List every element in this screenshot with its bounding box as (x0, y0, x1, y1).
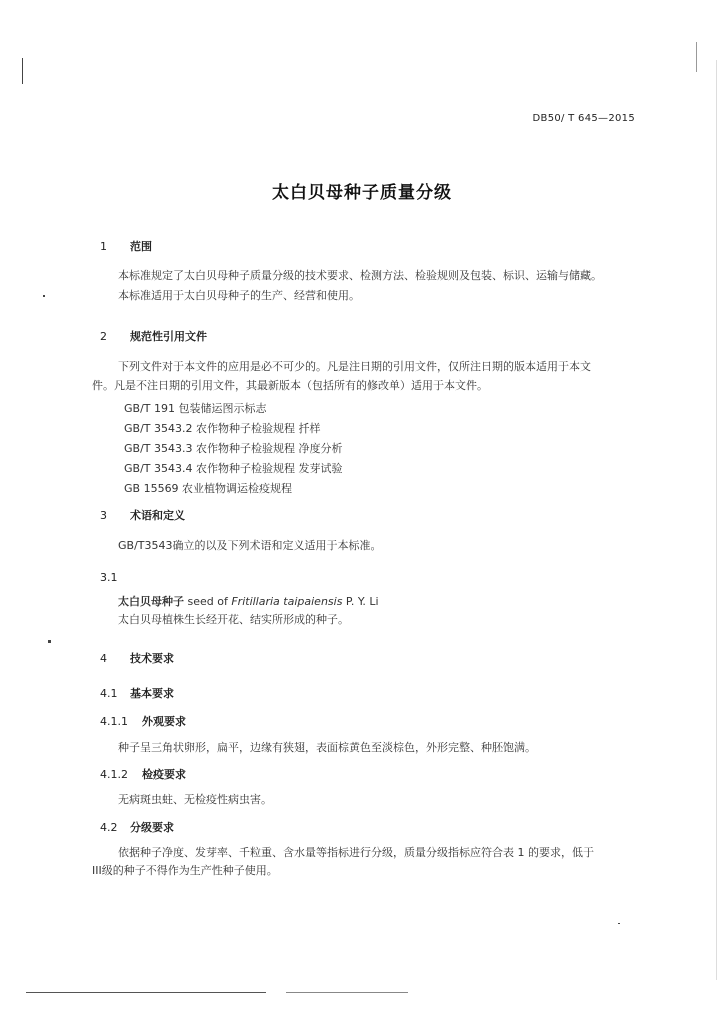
section-2-heading (100, 328, 207, 344)
scan-bottom-line (286, 992, 408, 993)
section-title: 分级要求 (130, 821, 174, 834)
section-number: 3 (100, 509, 107, 522)
scan-mark-right (696, 42, 697, 72)
section-title: 技术要求 (130, 652, 174, 665)
term-english: seed of (184, 595, 232, 608)
subsection-4-1-heading (100, 685, 174, 701)
subsection-4-1-2-heading (100, 766, 186, 782)
paragraph: 本标准规定了太白贝母种子质量分级的技术要求、检测方法、检验规则及包装、标识、运输与储藏。 (118, 269, 602, 282)
section-4-heading (100, 650, 174, 666)
section-number: 2 (100, 330, 107, 343)
subsection-4-1-1-heading (100, 713, 186, 729)
paragraph: 种子呈三角状卵形，扁平，边缘有狭翅，表面棕黄色至淡棕色，外形完整、种胚饱满。 (118, 741, 536, 754)
subsection-3-1-number: 3.1 (100, 571, 118, 584)
scan-bottom-line (26, 992, 266, 993)
section-number: 4.1.2 (100, 768, 128, 781)
term-chinese: 太白贝母种子 (118, 595, 184, 608)
section-number: 4 (100, 652, 107, 665)
paragraph: 依据种子净度、发芽率、千粒重、含水量等指标进行分级，质量分级指标应符合表 1 的要求，低于 (118, 846, 594, 859)
term-author: P. Y. Li (342, 595, 379, 608)
paragraph: GB/T3543确立的以及下列术语和定义适用于本标准。 (118, 539, 382, 552)
section-3-heading (100, 507, 185, 523)
section-title: 规范性引用文件 (130, 330, 207, 343)
paragraph: 无病斑虫蛀、无检疫性病虫害。 (118, 793, 272, 806)
scan-mark-left (22, 58, 23, 84)
reference-item: GB 15569 农业植物调运检疫规程 (124, 482, 293, 495)
scan-dot (618, 923, 620, 924)
reference-item: GB/T 3543.2 农作物种子检验规程 扦样 (124, 422, 321, 435)
section-title: 检疫要求 (142, 768, 186, 781)
section-number: 4.2 (100, 821, 118, 834)
subsection-4-2-heading (100, 819, 174, 835)
section-1-heading (100, 238, 152, 254)
section-number: 1 (100, 240, 107, 253)
term-latin: Fritillaria taipaiensis (231, 595, 343, 608)
section-title: 基本要求 (130, 687, 174, 700)
reference-item: GB/T 3543.4 农作物种子检验规程 发芽试验 (124, 462, 343, 475)
section-title: 范围 (130, 240, 152, 253)
paragraph: 下列文件对于本文件的应用是必不可少的。凡是注日期的引用文件，仅所注日期的版本适用于本文 (118, 360, 591, 373)
paragraph: III级的种子不得作为生产性种子使用。 (92, 864, 278, 877)
scan-dot (48, 640, 51, 643)
term-line (118, 592, 379, 612)
section-number: 4.1 (100, 687, 118, 700)
document-number: DB50/ T 645—2015 (532, 113, 635, 124)
section-title: 术语和定义 (130, 509, 185, 522)
scan-dot (43, 295, 45, 297)
paragraph: 本标准适用于太白贝母种子的生产、经营和使用。 (118, 289, 360, 302)
reference-item: GB/T 3543.3 农作物种子检验规程 净度分析 (124, 442, 343, 455)
term-definition: 太白贝母植株生长经开花、结实所形成的种子。 (118, 613, 349, 626)
section-number: 4.1.1 (100, 715, 128, 728)
reference-item: GB/T 191 包装储运图示标志 (124, 402, 267, 415)
paragraph: 件。凡是不注日期的引用文件，其最新版本（包括所有的修改单）适用于本文件。 (92, 379, 488, 392)
page-title: 太白贝母种子质量分级 (272, 183, 452, 203)
section-title: 外观要求 (142, 715, 186, 728)
scan-edge-line (716, 60, 717, 980)
